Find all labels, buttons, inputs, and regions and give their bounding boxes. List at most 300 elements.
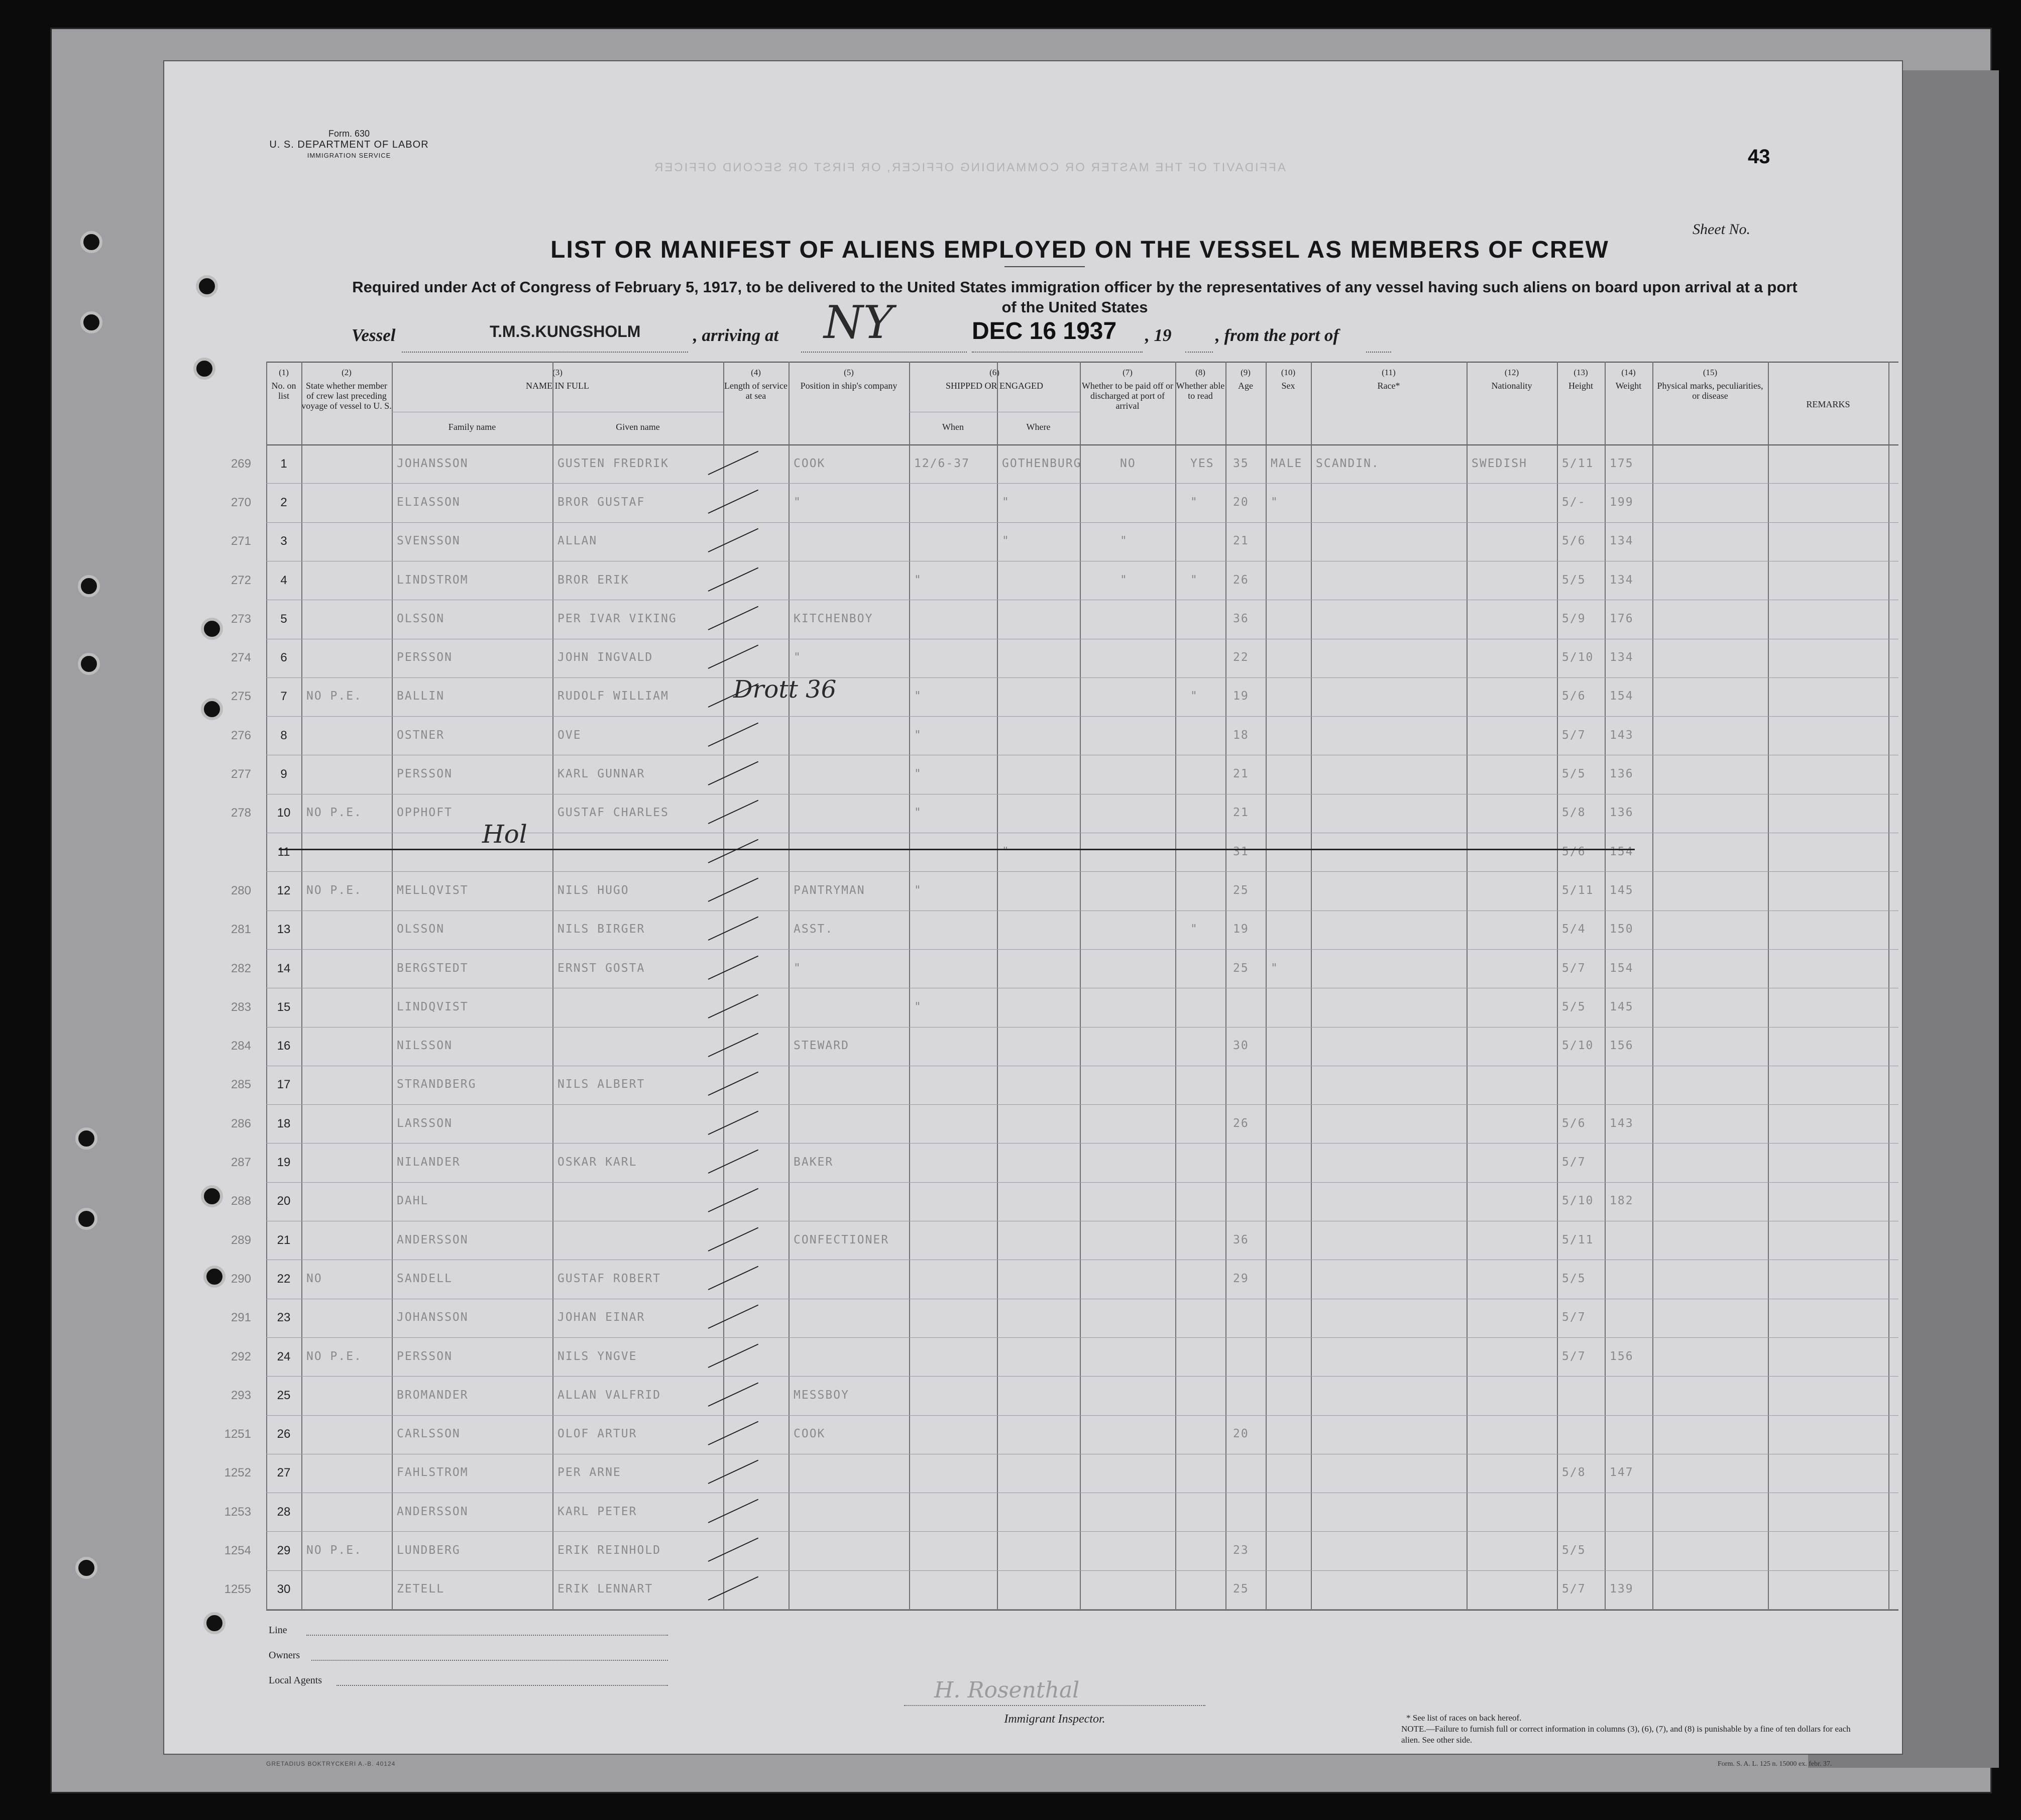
family-name-cell: JOHANSSON bbox=[397, 457, 469, 470]
checkmark-tick bbox=[708, 1538, 759, 1562]
age-cell: 21 bbox=[1233, 767, 1249, 781]
checkmark-tick bbox=[708, 1150, 759, 1174]
row-number: 17 bbox=[277, 1078, 291, 1092]
age-cell: 25 bbox=[1233, 883, 1249, 897]
family-name-cell: OLSSON bbox=[397, 612, 445, 625]
table-column-rule bbox=[301, 362, 302, 1610]
weight-cell: 154 bbox=[1610, 845, 1634, 858]
height-cell: 5/8 bbox=[1562, 1466, 1586, 1480]
given-name-cell: ERIK LENNART bbox=[557, 1582, 653, 1596]
age-cell: 36 bbox=[1233, 612, 1249, 625]
when-header: When bbox=[942, 422, 964, 432]
given-name-cell: OVE bbox=[557, 728, 582, 742]
margin-number: 273 bbox=[231, 612, 251, 626]
table-column-rule bbox=[1311, 362, 1312, 1610]
position-cell: " bbox=[794, 495, 802, 509]
line-label: Line bbox=[269, 1625, 287, 1636]
weight-cell: 136 bbox=[1610, 767, 1634, 781]
row-number: 2 bbox=[280, 495, 287, 509]
margin-number: 281 bbox=[231, 923, 251, 937]
margin-number: 1252 bbox=[224, 1466, 251, 1480]
owners-field bbox=[311, 1660, 668, 1661]
row-number: 16 bbox=[277, 1039, 291, 1053]
vessel-label: Vessel bbox=[352, 325, 396, 345]
port-handwritten: NY bbox=[824, 296, 893, 349]
checkmark-tick bbox=[708, 1188, 759, 1212]
age-cell: 19 bbox=[1233, 923, 1249, 936]
height-cell: 5/7 bbox=[1562, 1582, 1586, 1596]
weight-cell: 134 bbox=[1610, 534, 1634, 548]
checkmark-tick bbox=[708, 1460, 759, 1484]
given-name-cell: PER ARNE bbox=[557, 1466, 621, 1480]
page-subtitle: Required under Act of Congress of February 5, 1917, to be delivered to the United States immigration officer by the representatives of any vessel having such aliens on board upon arrival at a port of the United States bbox=[352, 278, 1798, 316]
race-cell: SCANDIN. bbox=[1316, 457, 1380, 470]
family-name-cell: NILSSON bbox=[397, 1039, 453, 1053]
checkmark-tick bbox=[708, 606, 759, 630]
weight-cell: 139 bbox=[1610, 1582, 1634, 1596]
margin-number: 271 bbox=[231, 534, 251, 548]
family-name-header: Family name bbox=[448, 422, 496, 432]
age-cell: 30 bbox=[1233, 1039, 1249, 1053]
weight-cell: 156 bbox=[1610, 1039, 1634, 1053]
binder-hole bbox=[196, 275, 218, 297]
row-number: 27 bbox=[277, 1466, 291, 1480]
paid-off-cell: " bbox=[1120, 573, 1128, 587]
row-number: 24 bbox=[277, 1349, 291, 1363]
table-column-rule bbox=[392, 362, 393, 1610]
row-number: 23 bbox=[277, 1311, 291, 1325]
family-name-cell: LARSSON bbox=[397, 1116, 453, 1130]
checkmark-tick bbox=[708, 490, 759, 514]
shipped-where-cell: " bbox=[1002, 495, 1010, 509]
margin-number: 274 bbox=[231, 651, 251, 665]
bottom-rule bbox=[266, 1610, 1898, 1611]
checkmark-tick bbox=[708, 761, 759, 785]
row-number: 15 bbox=[277, 1000, 291, 1014]
given-name-cell: ALLAN bbox=[557, 534, 598, 548]
shipped-when-cell: " bbox=[914, 728, 922, 742]
margin-number: 269 bbox=[231, 457, 251, 471]
weight-cell: 143 bbox=[1610, 1116, 1634, 1130]
margin-number: 284 bbox=[231, 1039, 251, 1053]
shipped-when-cell: " bbox=[914, 767, 922, 781]
cancelled-row-line bbox=[279, 849, 1635, 850]
margin-number: 282 bbox=[231, 961, 251, 975]
checkmark-tick bbox=[708, 1305, 759, 1329]
margin-number: 276 bbox=[231, 728, 251, 742]
year-line bbox=[1185, 352, 1213, 353]
checkmark-tick bbox=[708, 567, 759, 591]
row-number: 3 bbox=[280, 534, 287, 548]
position-cell: " bbox=[794, 651, 802, 664]
binder-hole bbox=[75, 1557, 97, 1579]
family-name-cell: ANDERSSON bbox=[397, 1505, 469, 1518]
row-number: 11 bbox=[277, 845, 290, 859]
age-cell: 21 bbox=[1233, 534, 1249, 548]
row-number: 18 bbox=[277, 1116, 291, 1130]
col-3-header: (3) NAME IN FULL bbox=[526, 368, 589, 391]
table-column-rule bbox=[1266, 362, 1267, 1610]
margin-number: 287 bbox=[231, 1156, 251, 1170]
age-cell: 25 bbox=[1233, 961, 1249, 975]
family-name-cell: SVENSSON bbox=[397, 534, 461, 548]
weight-cell: 175 bbox=[1610, 457, 1634, 470]
service-name: IMMIGRATION SERVICE bbox=[307, 152, 391, 159]
previous-voyage-cell: NO P.E. bbox=[306, 1544, 362, 1557]
row-number: 25 bbox=[277, 1388, 291, 1402]
table-column-rule bbox=[1175, 362, 1176, 1610]
shipped-when-cell: " bbox=[914, 806, 922, 820]
height-cell: 5/7 bbox=[1562, 1156, 1586, 1169]
family-name-cell: PERSSON bbox=[397, 1349, 453, 1363]
printer-credit: GRETADIUS BOKTRYCKERI A.-B. 40124 bbox=[266, 1760, 396, 1767]
col-4-header: (4) Length of service at sea bbox=[724, 368, 788, 401]
binder-hole bbox=[78, 575, 100, 597]
row-number: 13 bbox=[277, 923, 291, 937]
checkmark-tick bbox=[708, 528, 759, 552]
table-row-rule bbox=[266, 871, 1898, 872]
table-column-rule bbox=[723, 362, 724, 1610]
height-cell: 5/6 bbox=[1562, 534, 1586, 548]
row-11-annotation: Hol bbox=[482, 820, 527, 849]
checkmark-tick bbox=[708, 450, 759, 475]
height-cell: 5/7 bbox=[1562, 728, 1586, 742]
binder-hole bbox=[80, 311, 102, 333]
table-row-rule bbox=[266, 1531, 1898, 1532]
sheet-no-label: Sheet No. bbox=[1693, 221, 1750, 238]
given-name-cell: KARL PETER bbox=[557, 1505, 637, 1518]
previous-voyage-cell: NO P.E. bbox=[306, 690, 362, 703]
given-name-cell: NILS YNGVE bbox=[557, 1349, 637, 1363]
given-name-cell: RUDOLF WILLIAM bbox=[557, 690, 669, 703]
height-cell: 5/5 bbox=[1562, 1000, 1586, 1013]
weight-cell: 134 bbox=[1610, 651, 1634, 664]
given-name-cell: GUSTEN FREDRIK bbox=[557, 457, 669, 470]
position-cell: PANTRYMAN bbox=[794, 883, 865, 897]
row-7-annotation: Drott 36 bbox=[733, 675, 837, 704]
paid-off-cell: " bbox=[1120, 534, 1128, 548]
sex-cell: MALE bbox=[1271, 457, 1303, 470]
height-cell: 5/5 bbox=[1562, 1544, 1586, 1557]
height-cell: 5/8 bbox=[1562, 806, 1586, 820]
table-column-rule bbox=[1467, 362, 1468, 1610]
table-row-rule bbox=[266, 1376, 1898, 1377]
margin-number: 1255 bbox=[224, 1582, 251, 1597]
binder-hole bbox=[80, 231, 102, 253]
table-column-rule bbox=[266, 362, 267, 1610]
table-row-rule bbox=[266, 949, 1898, 950]
vessel-line bbox=[402, 352, 688, 353]
height-cell: 5/7 bbox=[1562, 1311, 1586, 1324]
family-name-cell: MELLQVIST bbox=[397, 883, 469, 897]
table-row-rule bbox=[266, 716, 1898, 717]
shipped-where-cell: " bbox=[1002, 845, 1010, 858]
able-to-read-cell: YES bbox=[1190, 457, 1214, 470]
inspector-line bbox=[904, 1705, 1205, 1706]
age-cell: 26 bbox=[1233, 573, 1249, 587]
family-name-cell: BALLIN bbox=[397, 690, 445, 703]
height-cell: 5/7 bbox=[1562, 961, 1586, 975]
given-name-cell: ALLAN VALFRID bbox=[557, 1388, 661, 1402]
shipped-when-cell: " bbox=[914, 1000, 922, 1013]
form-reference: Form. S. A. L. 125 n. 15000 ex. febr. 37. bbox=[1718, 1760, 1832, 1768]
binder-hole bbox=[75, 1208, 97, 1230]
family-name-cell: SANDELL bbox=[397, 1272, 453, 1285]
margin-number: 286 bbox=[231, 1116, 251, 1130]
checkmark-tick bbox=[708, 1576, 759, 1601]
previous-voyage-cell: NO P.E. bbox=[306, 883, 362, 897]
table-row-rule bbox=[266, 1337, 1898, 1338]
shipped-when-cell: " bbox=[914, 883, 922, 897]
height-cell: 5/5 bbox=[1562, 1272, 1586, 1285]
checkmark-tick bbox=[708, 1266, 759, 1290]
col-1-header: (1) No. on list bbox=[271, 368, 296, 401]
given-name-cell: BROR ERIK bbox=[557, 573, 629, 587]
position-cell: ASST. bbox=[794, 923, 834, 936]
family-name-cell: LINDSTROM bbox=[397, 573, 469, 587]
shipped-when-cell: 12/6-37 bbox=[914, 457, 970, 470]
col-2-header: (2) State whether member of crew last preceding voyage of vessel to U. S. bbox=[301, 368, 392, 411]
checkmark-tick bbox=[708, 839, 759, 863]
height-cell: 5/10 bbox=[1562, 651, 1594, 664]
shipped-when-cell: " bbox=[914, 690, 922, 703]
from-port-label: , from the port of bbox=[1215, 325, 1339, 345]
family-name-cell: ANDERSSON bbox=[397, 1233, 469, 1246]
form-number: Form. 630 bbox=[328, 129, 370, 139]
local-agents-label: Local Agents bbox=[269, 1675, 322, 1686]
row-number: 19 bbox=[277, 1156, 291, 1170]
margin-number: 1254 bbox=[224, 1544, 251, 1558]
table-row-rule bbox=[266, 1104, 1898, 1105]
checkmark-tick bbox=[708, 645, 759, 669]
margin-number: 275 bbox=[231, 690, 251, 704]
checkmark-tick bbox=[708, 917, 759, 941]
weight-cell: 134 bbox=[1610, 573, 1634, 587]
margin-number: 272 bbox=[231, 573, 251, 587]
height-cell: 5/6 bbox=[1562, 845, 1586, 858]
checkmark-tick bbox=[708, 1227, 759, 1251]
checkmark-tick bbox=[708, 878, 759, 902]
given-name-cell: OLOF ARTUR bbox=[557, 1427, 637, 1441]
age-cell: 20 bbox=[1233, 1427, 1249, 1441]
table-row-rule bbox=[266, 1182, 1898, 1183]
footnotes bbox=[1401, 1713, 1853, 1746]
margin-number: 293 bbox=[231, 1388, 251, 1402]
table-row-rule bbox=[266, 1415, 1898, 1416]
paid-off-cell: NO bbox=[1120, 457, 1136, 470]
table-row-rule bbox=[266, 1143, 1898, 1144]
col-9-header: (9) Age bbox=[1238, 368, 1253, 391]
height-cell: 5/10 bbox=[1562, 1039, 1594, 1053]
table-column-rule bbox=[1652, 362, 1653, 1610]
position-cell: KITCHENBOY bbox=[794, 612, 873, 625]
checkmark-tick bbox=[708, 1033, 759, 1057]
margin-number: 278 bbox=[231, 806, 251, 820]
table-column-rule bbox=[1225, 362, 1226, 1610]
shipped-where-cell: " bbox=[1002, 534, 1010, 548]
col-12-header: (12) Nationality bbox=[1491, 368, 1532, 391]
weight-cell: 176 bbox=[1610, 612, 1634, 625]
row-number: 4 bbox=[280, 573, 287, 587]
able-to-read-cell: " bbox=[1190, 690, 1198, 703]
row-number: 26 bbox=[277, 1427, 291, 1441]
department-name: U. S. DEPARTMENT OF LABOR bbox=[269, 139, 429, 150]
table-column-rule bbox=[1557, 362, 1558, 1610]
given-name-cell: ERNST GOSTA bbox=[557, 961, 645, 975]
form-header bbox=[264, 128, 434, 161]
binder-hole bbox=[203, 1612, 226, 1634]
position-cell: COOK bbox=[794, 1427, 826, 1441]
binder-hole bbox=[78, 653, 100, 675]
row-number: 9 bbox=[280, 767, 287, 781]
margin-number: 292 bbox=[231, 1349, 251, 1363]
weight-cell: 156 bbox=[1610, 1349, 1634, 1363]
height-cell: 5/9 bbox=[1562, 612, 1586, 625]
row-number: 7 bbox=[280, 690, 287, 704]
year-label: , 19 bbox=[1145, 325, 1172, 345]
weight-cell: 145 bbox=[1610, 1000, 1634, 1013]
col-14-header: (14) Weight bbox=[1615, 368, 1642, 391]
checkmark-tick bbox=[708, 1499, 759, 1523]
margin-number: 270 bbox=[231, 495, 251, 509]
height-cell: 5/6 bbox=[1562, 690, 1586, 703]
family-name-cell: FAHLSTROM bbox=[397, 1466, 469, 1480]
margin-number: 1253 bbox=[224, 1505, 251, 1519]
margin-number: 290 bbox=[231, 1272, 251, 1286]
age-cell: 22 bbox=[1233, 651, 1249, 664]
table-column-rule bbox=[1768, 362, 1769, 1610]
col-10-header: (10) Sex bbox=[1281, 368, 1296, 391]
table-column-rule bbox=[909, 362, 910, 1610]
given-name-cell: BROR GUSTAF bbox=[557, 495, 645, 509]
page-number: 43 bbox=[1748, 146, 1770, 168]
date-line bbox=[972, 352, 1143, 353]
family-name-cell: OPPHOFT bbox=[397, 806, 453, 820]
races-note: * See list of races on back hereof. bbox=[1406, 1713, 1522, 1723]
family-name-cell: PERSSON bbox=[397, 767, 453, 781]
family-name-cell: LUNDBERG bbox=[397, 1544, 461, 1557]
table-column-rule bbox=[997, 362, 998, 1610]
weight-cell: 143 bbox=[1610, 728, 1634, 742]
checkmark-tick bbox=[708, 800, 759, 824]
height-cell: 5/5 bbox=[1562, 767, 1586, 781]
given-name-cell: JOHAN EINAR bbox=[557, 1311, 645, 1324]
position-cell: MESSBOY bbox=[794, 1388, 849, 1402]
weight-cell: 136 bbox=[1610, 806, 1634, 820]
age-cell: 25 bbox=[1233, 1582, 1249, 1596]
weight-cell: 147 bbox=[1610, 1466, 1634, 1480]
col-7-header: (7) Whether to be paid off or discharged at port of arrival bbox=[1081, 368, 1174, 411]
height-cell: 5/11 bbox=[1562, 1233, 1594, 1246]
row-number: 6 bbox=[280, 651, 287, 665]
family-name-cell: OSTNER bbox=[397, 728, 445, 742]
given-name-cell: ERIK REINHOLD bbox=[557, 1544, 661, 1557]
weight-cell: 150 bbox=[1610, 923, 1634, 936]
height-cell: 5/10 bbox=[1562, 1194, 1594, 1208]
previous-voyage-cell: NO P.E. bbox=[306, 1349, 362, 1363]
table-column-rule bbox=[552, 362, 553, 1610]
where-header: Where bbox=[1026, 422, 1051, 432]
family-name-cell: LINDQVIST bbox=[397, 1000, 469, 1013]
col-5-header: (5) Position in ship's company bbox=[800, 368, 897, 391]
margin-number: 283 bbox=[231, 1000, 251, 1014]
family-name-cell: JOHANSSON bbox=[397, 1311, 469, 1324]
age-cell: 31 bbox=[1233, 845, 1249, 858]
col-15-header: (15) Physical marks, peculiarities, or disease bbox=[1657, 368, 1763, 401]
given-name-cell: NILS BIRGER bbox=[557, 923, 645, 936]
family-name-cell: ELIASSON bbox=[397, 495, 461, 509]
row-number: 14 bbox=[277, 961, 291, 975]
position-cell: CONFECTIONER bbox=[794, 1233, 889, 1246]
family-name-cell: DAHL bbox=[397, 1194, 429, 1208]
col-8-header: (8) Whether able to read bbox=[1176, 368, 1225, 401]
margin-number: 277 bbox=[231, 767, 251, 781]
height-cell: 5/4 bbox=[1562, 923, 1586, 936]
row-number: 1 bbox=[280, 457, 287, 471]
height-cell: 5/- bbox=[1562, 495, 1586, 509]
age-cell: 36 bbox=[1233, 1233, 1249, 1246]
arriving-label: , arriving at bbox=[693, 325, 779, 345]
checkmark-tick bbox=[708, 1110, 759, 1134]
age-cell: 26 bbox=[1233, 1116, 1249, 1130]
table-column-rule bbox=[1605, 362, 1606, 1610]
age-cell: 35 bbox=[1233, 457, 1249, 470]
margin-number: 288 bbox=[231, 1194, 251, 1208]
checkmark-tick bbox=[708, 1072, 759, 1096]
checkmark-tick bbox=[708, 1382, 759, 1406]
family-name-cell: NILANDER bbox=[397, 1156, 461, 1169]
family-name-cell: STRANDBERG bbox=[397, 1078, 477, 1091]
given-name-cell: PER IVAR VIKING bbox=[557, 612, 677, 625]
header-bottom-rule bbox=[266, 444, 1898, 445]
given-name-cell: OSKAR KARL bbox=[557, 1156, 637, 1169]
line-field bbox=[306, 1635, 668, 1636]
row-number: 10 bbox=[277, 806, 291, 820]
sex-cell: " bbox=[1271, 961, 1279, 975]
given-name-cell: JOHN INGVALD bbox=[557, 651, 653, 664]
family-name-cell: BERGSTEDT bbox=[397, 961, 469, 975]
row-number: 20 bbox=[277, 1194, 291, 1208]
binder-hole bbox=[193, 358, 215, 380]
table-column-rule bbox=[789, 362, 790, 1610]
binder-hole bbox=[75, 1127, 97, 1150]
row-number: 29 bbox=[277, 1544, 291, 1558]
family-name-cell: CARLSSON bbox=[397, 1427, 461, 1441]
margin-number: 291 bbox=[231, 1311, 251, 1325]
position-cell: " bbox=[794, 961, 802, 975]
col-13-header: (13) Height bbox=[1568, 368, 1593, 391]
page-title: LIST OR MANIFEST OF ALIENS EMPLOYED ON THE VESSEL AS MEMBERS OF CREW bbox=[550, 237, 1609, 263]
table-column-rule bbox=[1888, 362, 1889, 1610]
given-name-cell: KARL GUNNAR bbox=[557, 767, 645, 781]
vessel-name: T.M.S.KUNGSHOLM bbox=[490, 322, 641, 340]
fine-note: NOTE.—Failure to furnish full or correct information in columns (3), (6), (7), and (8) is punishable by a fine of ten dollars for each alien. See other side. bbox=[1401, 1724, 1851, 1745]
owners-label: Owners bbox=[269, 1650, 300, 1661]
col-11-header: (11) Race* bbox=[1377, 368, 1400, 391]
given-name-cell: NILS ALBERT bbox=[557, 1078, 645, 1091]
title-underline bbox=[1004, 266, 1085, 267]
col-6-header: (6) SHIPPED OR ENGAGED bbox=[945, 368, 1043, 391]
shipped-where-cell: GOTHENBURG bbox=[1002, 457, 1082, 470]
port-line bbox=[801, 352, 967, 353]
table-row-rule bbox=[266, 1570, 1898, 1571]
date-stamp: DEC 16 1937 bbox=[972, 318, 1117, 345]
nationality-cell: SWEDISH bbox=[1472, 457, 1527, 470]
height-cell: 5/11 bbox=[1562, 883, 1594, 897]
position-cell: COOK bbox=[794, 457, 826, 470]
height-cell: 5/5 bbox=[1562, 573, 1586, 587]
row-number: 28 bbox=[277, 1505, 291, 1519]
